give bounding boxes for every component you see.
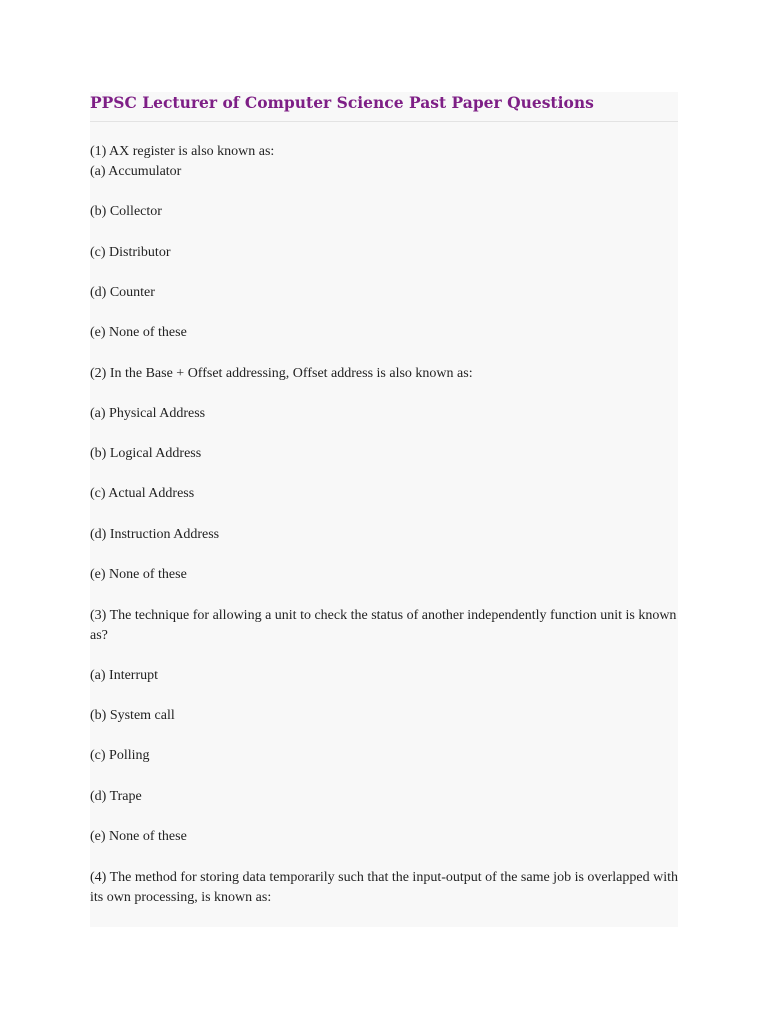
question-1-text: (1) AX register is also known as:	[90, 144, 275, 159]
question-2-option-e: (e) None of these	[90, 567, 187, 582]
question-2-option-b: (b) Logical Address	[90, 446, 202, 461]
question-4-text: (4) The method for storing data temporarily such that the input-output of the same job is overlapped with	[90, 870, 678, 885]
question-3-text-continued: as?	[90, 628, 108, 643]
question-3-option-d: (d) Trape	[90, 789, 142, 804]
page-title: PPSC Lecturer of Computer Science Past Paper Questions	[90, 92, 678, 122]
question-1-option-b: (b) Collector	[90, 204, 162, 219]
question-3-text: (3) The technique for allowing a unit to check the status of another independently function unit is known	[90, 608, 677, 623]
question-2-text: (2) In the Base + Offset addressing, Offset address is also known as:	[90, 366, 473, 381]
question-2-option-a: (a) Physical Address	[90, 406, 206, 421]
question-3-option-a: (a) Interrupt	[90, 668, 159, 683]
question-4-text-continued: its own processing, is known as:	[90, 890, 272, 905]
question-1-option-e: (e) None of these	[90, 325, 187, 340]
question-2-option-c: (c) Actual Address	[90, 486, 195, 501]
question-1-option-d: (d) Counter	[90, 285, 155, 300]
question-1-option-a: (a) Accumulator	[90, 164, 182, 179]
question-3-option-e: (e) None of these	[90, 829, 187, 844]
question-3-option-c: (c) Polling	[90, 748, 150, 763]
question-2-option-d: (d) Instruction Address	[90, 527, 220, 542]
question-3-option-b: (b) System call	[90, 708, 175, 723]
question-1-option-c: (c) Distributor	[90, 245, 171, 260]
